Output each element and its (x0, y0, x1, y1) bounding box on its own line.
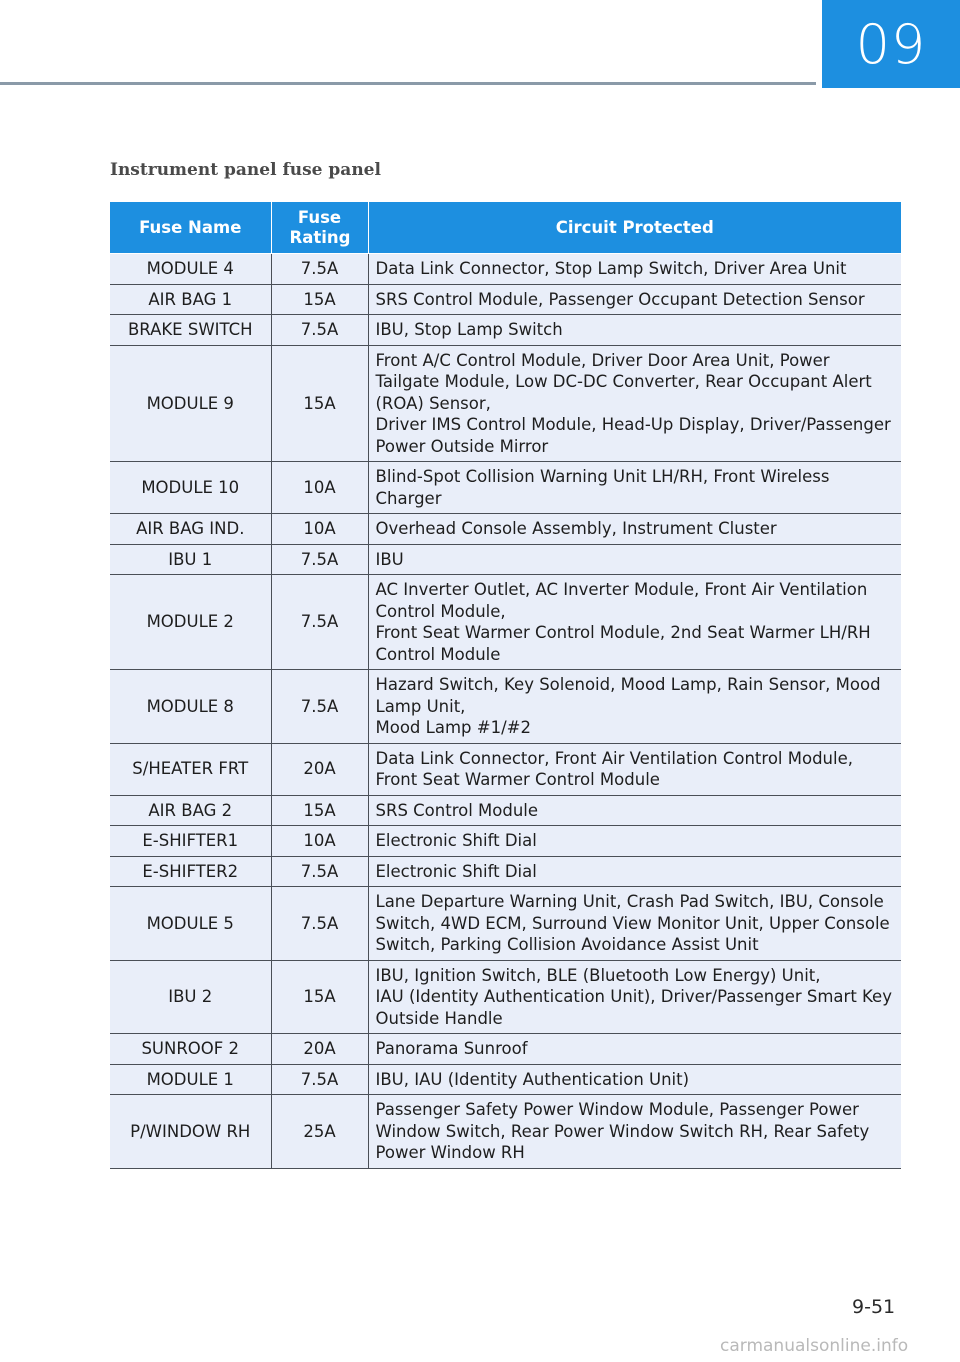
table-row (110, 254, 901, 285)
table-row (110, 544, 901, 575)
fuse-name-cell: AIR BAG 2 (110, 795, 271, 826)
fuse-name-cell: BRAKE SWITCH (110, 315, 271, 346)
fuse-name-cell: E-SHIFTER1 (110, 826, 271, 857)
header-fuse-rating (271, 202, 368, 254)
circuit-protected-cell: IBU, Ignition Switch, BLE (Bluetooth Low Energy) Unit, IAU (Identity Authentication Unit), Driver/Passenger Smart Key Outside Handle (368, 960, 901, 1034)
fuse-rating-cell: 15A (271, 345, 368, 462)
fuse-name-cell: MODULE 8 (110, 670, 271, 744)
fuse-rating-cell: 15A (271, 795, 368, 826)
circuit-protected-cell: IBU (368, 544, 901, 575)
circuit-protected-cell: Passenger Safety Power Window Module, Passenger Power Window Switch, Rear Power Window Switch RH, Rear Safety Power Window RH (368, 1095, 901, 1169)
fuse-rating-cell: 7.5A (271, 544, 368, 575)
page-number: 9-51 (852, 1296, 896, 1318)
fuse-table (110, 202, 901, 1169)
table-row (110, 1064, 901, 1095)
fuse-name-cell: AIR BAG 1 (110, 284, 271, 315)
circuit-protected-cell: Hazard Switch, Key Solenoid, Mood Lamp, Rain Sensor, Mood Lamp Unit, Mood Lamp #1/#2 (368, 670, 901, 744)
fuse-rating-cell: 15A (271, 284, 368, 315)
header-fuse-name: Fuse Name (110, 202, 271, 254)
table-row (110, 1034, 901, 1065)
circuit-protected-cell: Overhead Console Assembly, Instrument Cluster (368, 514, 901, 545)
table-row (110, 670, 901, 744)
fuse-name-cell: MODULE 1 (110, 1064, 271, 1095)
table-row (110, 795, 901, 826)
fuse-rating-cell: 7.5A (271, 254, 368, 285)
table-row (110, 284, 901, 315)
table-row (110, 345, 901, 462)
circuit-protected-cell: IBU, IAU (Identity Authentication Unit) (368, 1064, 901, 1095)
fuse-name-cell: IBU 2 (110, 960, 271, 1034)
fuse-name-cell: P/WINDOW RH (110, 1095, 271, 1169)
section-title: Instrument panel fuse panel (110, 160, 381, 180)
table-row (110, 960, 901, 1034)
circuit-protected-cell: Blind-Spot Collision Warning Unit LH/RH, Front Wireless Charger (368, 462, 901, 514)
fuse-rating-cell: 10A (271, 826, 368, 857)
circuit-protected-cell: SRS Control Module (368, 795, 901, 826)
circuit-protected-cell: Lane Departure Warning Unit, Crash Pad Switch, IBU, Console Switch, 4WD ECM, Surround View Monitor Unit, Upper Console Switch, Parking Collision Avoidance Assist Unit (368, 887, 901, 961)
fuse-rating-cell: 20A (271, 743, 368, 795)
fuse-name-cell: MODULE 4 (110, 254, 271, 285)
circuit-protected-cell: IBU, Stop Lamp Switch (368, 315, 901, 346)
circuit-protected-cell: Data Link Connector, Stop Lamp Switch, Driver Area Unit (368, 254, 901, 285)
table-row (110, 514, 901, 545)
fuse-name-cell: AIR BAG IND. (110, 514, 271, 545)
table-row (110, 887, 901, 961)
circuit-protected-cell: Data Link Connector, Front Air Ventilation Control Module, Front Seat Warmer Control Module (368, 743, 901, 795)
fuse-rating-cell: 7.5A (271, 887, 368, 961)
circuit-protected-cell: Front A/C Control Module, Driver Door Area Unit, Power Tailgate Module, Low DC-DC Converter, Rear Occupant Alert (ROA) Sensor, Driver IMS Control Module, Head-Up Display, Driver/Passenger Power Outside Mirror (368, 345, 901, 462)
fuse-table-body (110, 254, 901, 1169)
fuse-rating-cell: 15A (271, 960, 368, 1034)
fuse-name-cell: IBU 1 (110, 544, 271, 575)
fuse-name-cell: MODULE 5 (110, 887, 271, 961)
fuse-rating-cell: 7.5A (271, 856, 368, 887)
table-row (110, 462, 901, 514)
header-fuse-rating-text: Fuse Rating (289, 207, 351, 247)
fuse-rating-cell: 7.5A (271, 670, 368, 744)
fuse-rating-cell: 25A (271, 1095, 368, 1169)
fuse-rating-cell: 7.5A (271, 1064, 368, 1095)
chapter-tab: 09 (822, 0, 960, 88)
header-circuit-protected: Circuit Protected (368, 202, 901, 254)
table-row (110, 315, 901, 346)
fuse-name-cell: MODULE 2 (110, 575, 271, 670)
table-header-row (110, 202, 901, 254)
circuit-protected-cell: Electronic Shift Dial (368, 826, 901, 857)
table-row (110, 1095, 901, 1169)
fuse-name-cell: E-SHIFTER2 (110, 856, 271, 887)
fuse-rating-cell: 20A (271, 1034, 368, 1065)
table-row (110, 575, 901, 670)
fuse-name-cell: MODULE 9 (110, 345, 271, 462)
watermark: carmanualsonline.info (720, 1336, 909, 1356)
fuse-rating-cell: 10A (271, 514, 368, 545)
circuit-protected-cell: Panorama Sunroof (368, 1034, 901, 1065)
header-rule (0, 82, 816, 85)
table-row (110, 856, 901, 887)
fuse-rating-cell: 10A (271, 462, 368, 514)
fuse-rating-cell: 7.5A (271, 575, 368, 670)
circuit-protected-cell: AC Inverter Outlet, AC Inverter Module, Front Air Ventilation Control Module, Front Seat Warmer Control Module, 2nd Seat Warmer LH/RH Control Module (368, 575, 901, 670)
circuit-protected-cell: SRS Control Module, Passenger Occupant Detection Sensor (368, 284, 901, 315)
table-row (110, 826, 901, 857)
table-row (110, 743, 901, 795)
fuse-rating-cell: 7.5A (271, 315, 368, 346)
fuse-name-cell: S/HEATER FRT (110, 743, 271, 795)
fuse-name-cell: MODULE 10 (110, 462, 271, 514)
circuit-protected-cell: Electronic Shift Dial (368, 856, 901, 887)
fuse-name-cell: SUNROOF 2 (110, 1034, 271, 1065)
